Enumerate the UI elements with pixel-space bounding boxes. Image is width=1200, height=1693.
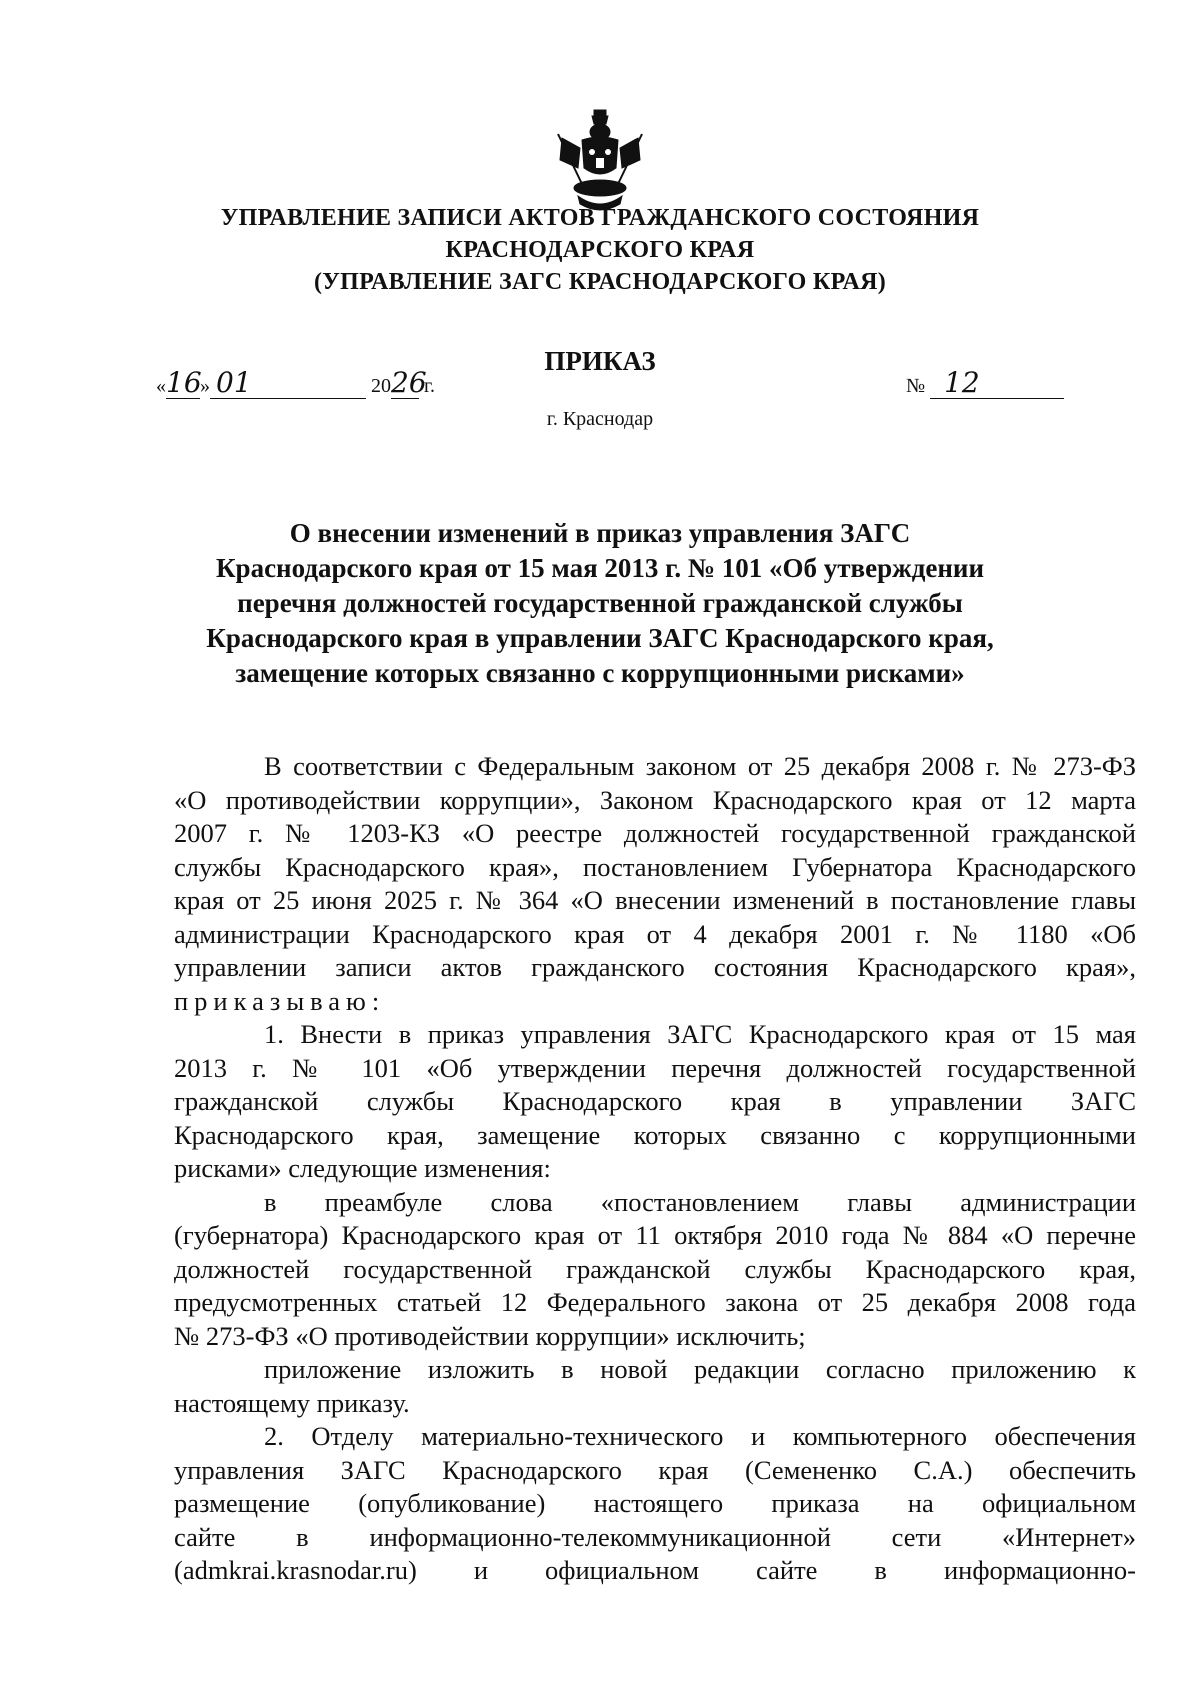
title-line: замещение которых связанно с коррупционными рисками» [235,658,965,688]
body-line: «О противодействии коррупции», Законом Краснодарского края от 12 марта [174,784,1136,815]
order-date [156,368,435,399]
date-open-quote: « [156,375,166,397]
title-line: Краснодарского края в управлении ЗАГС Краснодарского края, [206,623,994,653]
krasnodar-coat-of-arms-icon [552,108,648,216]
org-name-line-3: (УПРАВЛЕНИЕ ЗАГС КРАСНОДАРСКОГО КРАЯ) [313,269,887,295]
body-line: В соответствии с Федеральным законом от 25 декабря 2008 г. № 273-ФЗ [264,751,1136,781]
body-line: управления ЗАГС Краснодарского края (Семененко С.А.) обеспечить [174,1454,1136,1485]
body-line: рисками» следующие изменения: [174,1153,551,1183]
body-line: управлении записи актов гражданского состояния Краснодарского края», [174,952,1136,982]
body-line: приказываю: [174,985,386,1016]
org-name-line-2: КРАСНОДАРСКОГО КРАЯ [445,237,755,263]
date-year-prefix: 20 [371,375,391,397]
date-month: 01 [210,368,366,399]
body-line: (admkrai.krasnodar.ru) и официальном сайте в информационно- [174,1555,1136,1585]
body-line: края от 25 июня 2025 г. № 364 «О внесении изменений в постановление главы [174,885,1136,915]
document-type: ПРИКАЗ [544,346,656,376]
body-line: настоящему приказу. [174,1387,410,1418]
body-line: (губернатора) Краснодарского края от 11 октября 2010 года № 884 «О перечне [174,1220,1136,1250]
org-name-line-1: УПРАВЛЕНИЕ ЗАПИСИ АКТОВ ГРАЖДАНСКОГО СОСТОЯНИЯ [220,205,980,231]
body-line: 2013 г. № 101 «Об утверждении перечня должностей государственной [174,1052,1136,1083]
title-line: Краснодарского края от 15 мая 2013 г. № 101 «Об утверждении [215,553,985,583]
date-day: 16 [166,366,202,399]
body-line: размещение (опубликование) настоящего приказа на официальном [174,1488,1136,1518]
title-line: О внесении изменений в приказ управления ЗАГС [289,518,911,548]
body-line: № 273-ФЗ «О противодействии коррупции» исключить; [174,1320,806,1351]
body-line: 1. Внести в приказ управления ЗАГС Краснодарского края от 15 мая [264,1019,1136,1049]
body-line: предусмотренных статьей 12 Федерального закона от 25 декабря 2008 года [174,1287,1136,1317]
body-line: 2. Отделу материально-технического и компьютерного обеспечения [264,1421,1136,1451]
city: г. Краснодар [546,408,654,430]
body-line: Краснодарского края, замещение которых связанно с коррупционными [174,1119,1136,1150]
body-line: сайте в информационно-телекоммуникационной сети «Интернет» [174,1521,1136,1552]
body-line: 2007 г. № 1203-КЗ «О реестре должностей государственной гражданской [174,818,1136,848]
date-year-suffix: 26 [391,366,427,399]
number-value: 12 [930,368,1064,399]
body-line: службы Краснодарского края», постановлением Губернатора Краснодарского [174,851,1136,882]
body-line: гражданской службы Краснодарского края в управлении ЗАГС [174,1086,1136,1116]
date-year-unit: г. [424,375,435,397]
body-line: приложение изложить в новой редакции согласно приложению к [264,1354,1136,1384]
body-text [174,750,1136,1588]
body-line: в преамбуле слова «постановлением главы администрации [264,1186,1136,1217]
body-line: должностей государственной гражданской службы Краснодарского края, [174,1253,1136,1284]
date-close-quote: » [200,375,210,397]
title-line: перечня должностей государственной гражданской службы [237,588,963,618]
order-number [906,368,1064,399]
number-label: № [906,375,926,397]
body-line: администрации Краснодарского края от 4 декабря 2001 г. № 1180 «Об [174,918,1136,949]
